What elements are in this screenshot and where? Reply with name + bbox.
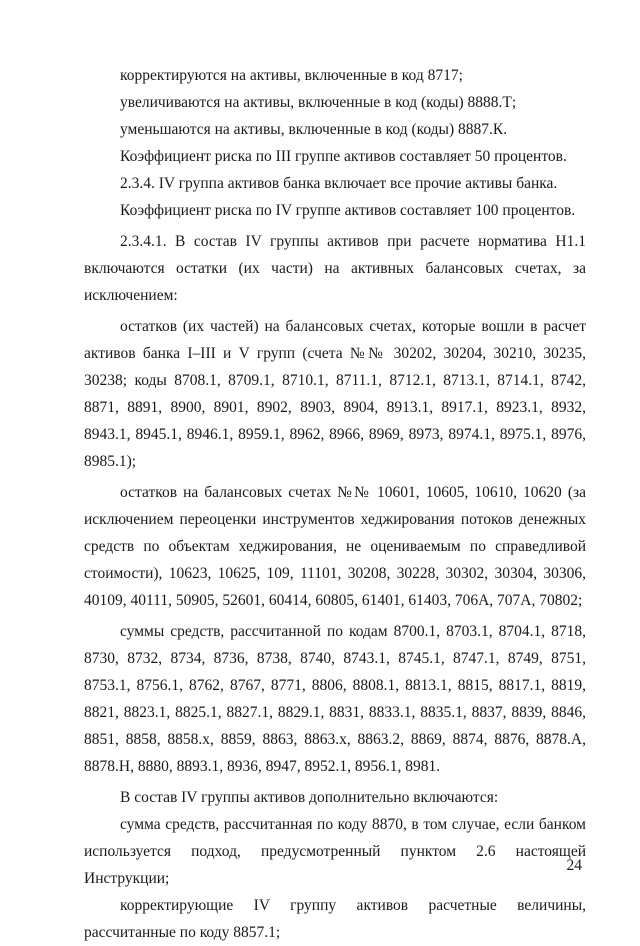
- paragraph-section-2-3-4: 2.3.4. IV группа активов банка включает все прочие активы банка.: [120, 175, 558, 192]
- paragraph-risk-coefficient-group-3: Коэффициент риска по III группе активов составляет 50 процентов.: [120, 148, 567, 165]
- paragraph-code-8857-1: корректирующие IV группу активов расчетные величины, рассчитанные по коду 8857.1;: [84, 897, 586, 941]
- paragraph-additional-inclusion: В состав IV группы активов дополнительно включаются:: [120, 789, 499, 806]
- paragraph-exclusion-balances: остатков (их частей) на балансовых счетах, которые вошли в расчет активов банка I–III и V групп (счета №№ 30202, 30204, 30210, 30235, 30238; коды 8708.1, 8709.1, 8710.1, 8711.1, 8712.1, 8713.1, 8714.1, 8742, 8871, 8891, 8900, 8901, 8902, 8903, 8904, 8913.1, 8917.1, 8923.1, 8932, 8943.1, 8945.1, 8946.1, 8959.1, 8962, 8966, 8969, 8973, 8974.1, 8975.1, 8976, 8985.1);: [84, 318, 586, 470]
- paragraph-exclusion-codes: суммы средств, рассчитанной по кодам 8700.1, 8703.1, 8704.1, 8718, 8730, 8732, 8734, 8736, 8738, 8740, 8743.1, 8745.1, 8747.1, 8749, 8751, 8753.1, 8756.1, 8762, 8767, 8771, 8806, 8808.1, 8813.1, 8815, 8817.1, 8819, 8821, 8823.1, 8825.1, 8827.1, 8829.1, 8831, 8833.1, 8835.1, 8837, 8839, 8846, 8851, 8858, 8858.х, 8859, 8863, 8863.х, 8863.2, 8869, 8874, 8876, 8878.А, 8878.Н, 8880, 8893.1, 8936, 8947, 8952.1, 8956.1, 8981.: [84, 623, 586, 775]
- paragraph-decreased-8887k: уменьшаются на активы, включенные в код (коды) 8887.К.: [120, 121, 508, 138]
- document-body: [84, 62, 586, 946]
- page-number: 24: [566, 857, 582, 874]
- paragraph-increased-8888t: увеличиваются на активы, включенные в код (коды) 8888.Т;: [120, 94, 517, 111]
- paragraph-risk-coefficient-group-4: Коэффициент риска по IV группе активов составляет 100 процентов.: [120, 202, 576, 219]
- paragraph-section-2-3-4-1: 2.3.4.1. В состав IV группы активов при расчете норматива Н1.1 включаются остатки (их части) на активных балансовых счетах, за исключением:: [84, 233, 586, 304]
- paragraph-adjusted-8717: корректируются на активы, включенные в код 8717;: [120, 67, 463, 84]
- paragraph-exclusion-accounts: остатков на балансовых счетах №№ 10601, 10605, 10610, 10620 (за исключением переоценки инструментов хеджирования потоков денежных средств по объектам хеджирования, не оцениваемым по справедливой стоимости), 10623, 10625, 109, 11101, 30208, 30228, 30302, 30304, 30306, 40109, 40111, 50905, 52601, 60414, 60805, 61401, 61403, 706А, 707А, 70802;: [84, 484, 586, 609]
- paragraph-code-8870: сумма средств, рассчитанная по коду 8870, в том случае, если банком используется подход, предусмотренный пунктом 2.6 настоящей Инструкции;: [84, 816, 586, 887]
